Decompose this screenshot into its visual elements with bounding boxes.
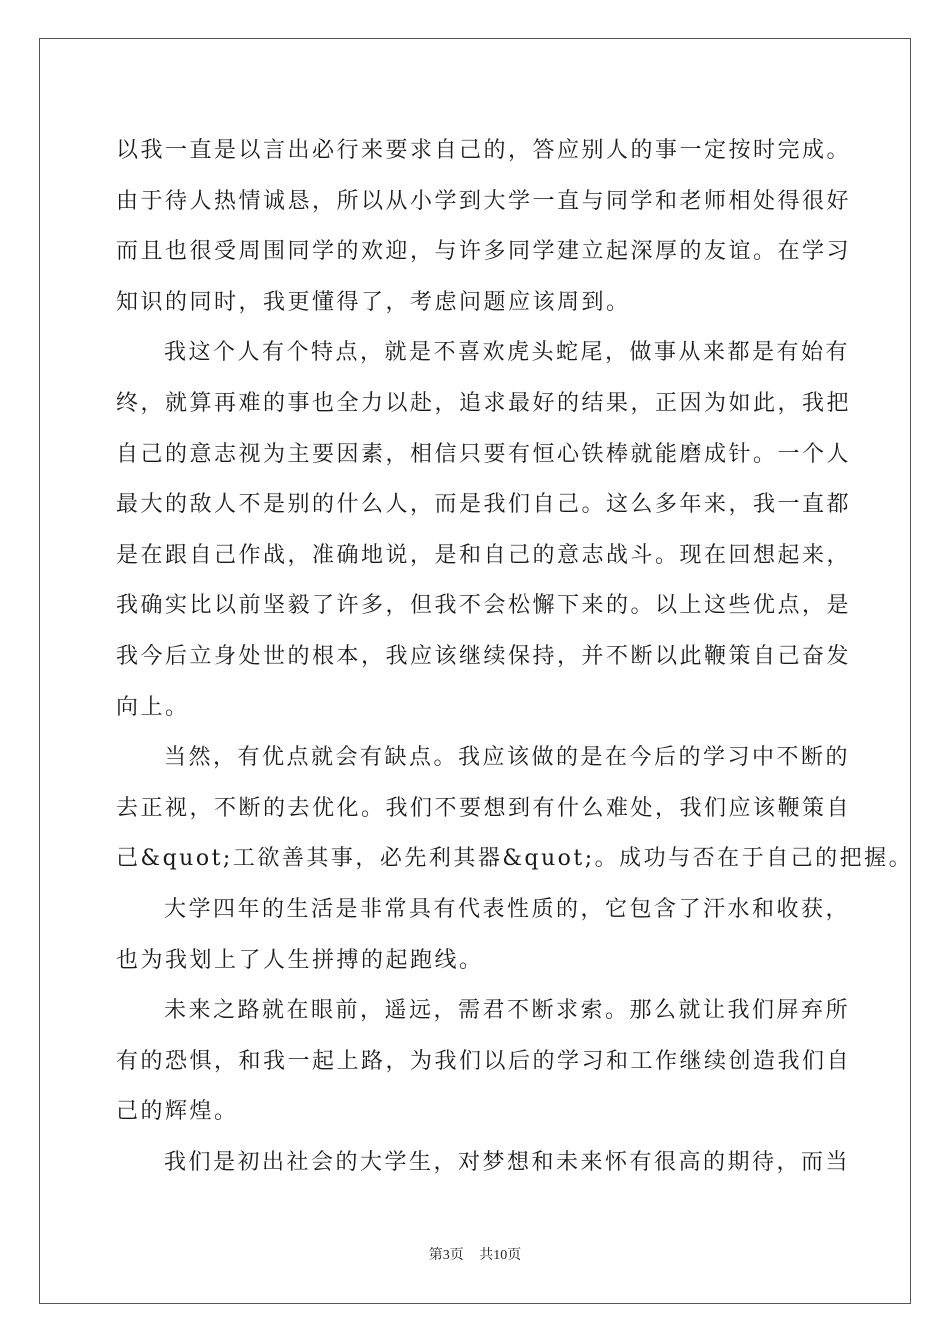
text-line: 而且也很受周围同学的欢迎，与许多同学建立起深厚的友谊。在学习 <box>116 239 852 265</box>
page-total: 共10页 <box>479 1248 522 1263</box>
text-line: 自己的意志视为主要因素，相信只要有恒心铁棒就能磨成针。一个人 <box>116 441 852 467</box>
page-footer <box>0 1244 950 1264</box>
text-line: 向上。 <box>116 694 190 720</box>
text-line: 我确实比以前坚毅了许多，但我不会松懈下来的。以上这些优点，是 <box>116 593 852 619</box>
text-line: 当然，有优点就会有缺点。我应该做的是在今后的学习中不断的 <box>164 745 851 771</box>
page-number: 第3页 <box>428 1248 464 1263</box>
text-line: 也为我划上了人生拼搏的起跑线。 <box>116 947 484 973</box>
document-body <box>116 126 914 1188</box>
text-line: 以我一直是以言出必行来要求自己的，答应别人的事一定按时完成。 <box>116 138 852 163</box>
text-line: 我这个人有个特点，就是不喜欢虎头蛇尾，做事从来都是有始有 <box>164 340 851 366</box>
text-line: 知识的同时，我更懂得了，考虑问题应该周到。 <box>116 289 631 315</box>
text-line: 是在跟自己作战，准确地说，是和自己的意志战斗。现在回想起来， <box>116 542 852 568</box>
text-line: 我们是初出社会的大学生，对梦想和未来怀有很高的期待，而当 <box>164 1149 851 1175</box>
text-line: 大学四年的生活是非常具有代表性质的，它包含了汗水和收获， <box>164 896 851 922</box>
text-line: 未来之路就在眼前，遥远，需君不断求索。那么就让我们屏弃所 <box>164 998 851 1024</box>
text-line: 己&quot;工欲善其事，必先利其器&quot;。成功与否在于自己的把握。 <box>116 846 914 872</box>
text-line: 去正视，不断的去优化。我们不要想到有什么难处，我们应该鞭策自 <box>116 795 852 821</box>
text-line: 终，就算再难的事也全力以赴，追求最好的结果，正因为如此，我把 <box>116 390 852 416</box>
text-line: 有的恐惧，和我一起上路，为我们以后的学习和工作继续创造我们自 <box>116 1048 852 1074</box>
text-line: 由于待人热情诚恳，所以从小学到大学一直与同学和老师相处得很好 <box>116 188 852 214</box>
text-line: 己的辉煌。 <box>116 1099 239 1125</box>
text-line: 最大的敌人不是别的什么人，而是我们自己。这么多年来，我一直都 <box>116 492 852 518</box>
text-line: 我今后立身处世的根本，我应该继续保持，并不断以此鞭策自己奋发 <box>116 643 852 669</box>
